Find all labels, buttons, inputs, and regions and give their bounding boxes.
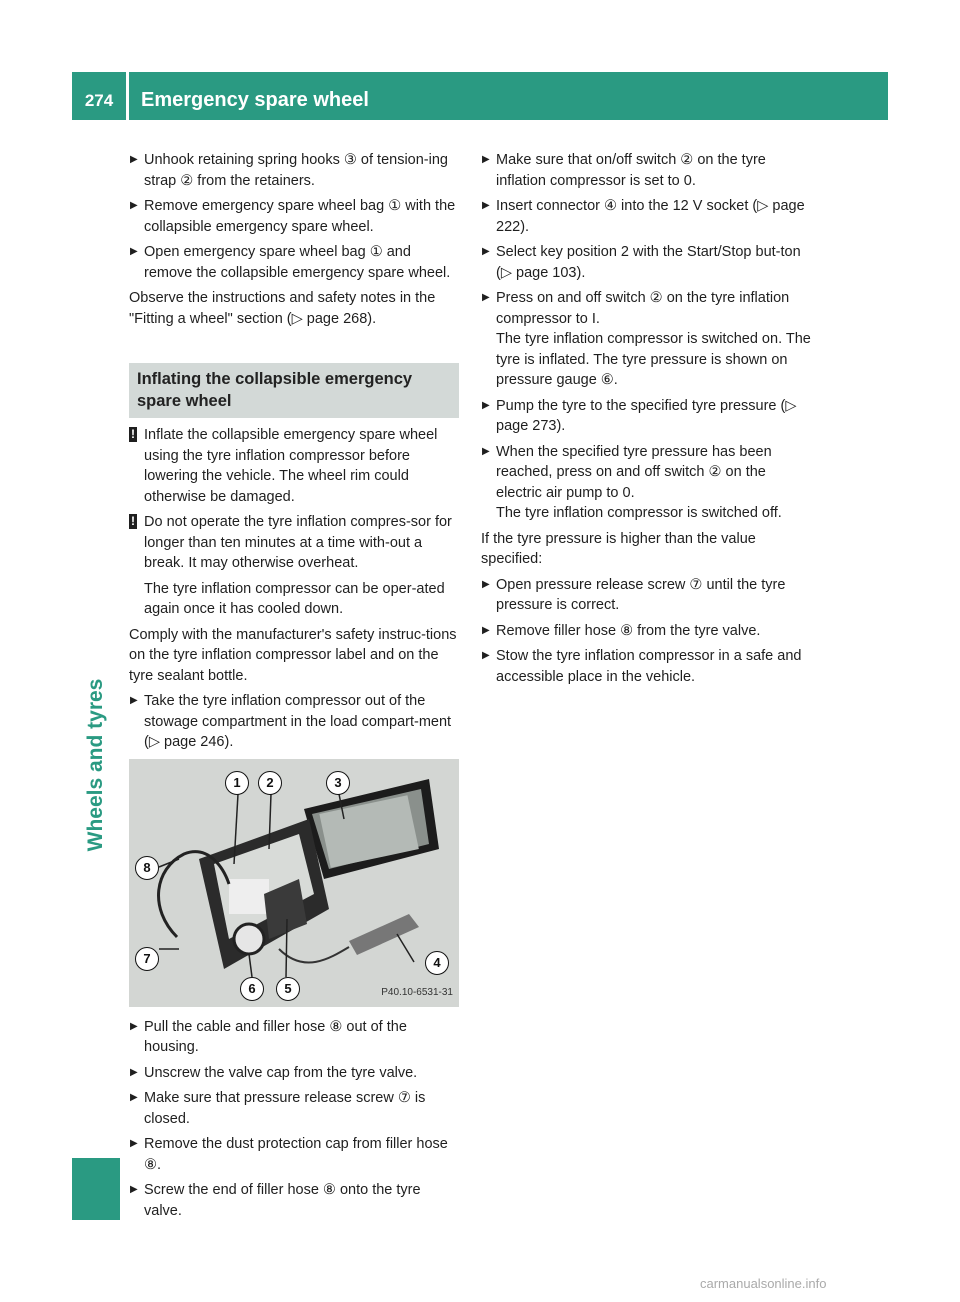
- list-item: ▶ Remove the dust protection cap from filler hose ⑧.: [130, 1136, 448, 1173]
- compressor-kit-drawing: [129, 759, 459, 1007]
- arrow-bullet-icon: ▶: [482, 578, 490, 590]
- warning-subtext: The tyre inflation compressor can be oper-ated again once it has cooled down.: [144, 580, 445, 617]
- callout-6: 6: [240, 977, 264, 1001]
- list-item: ▶ Make sure that on/off switch ② on the tyre inflation compressor is set to 0.: [482, 152, 766, 189]
- arrow-bullet-icon: ▶: [482, 246, 490, 257]
- arrow-bullet-icon: ▶: [130, 1138, 138, 1149]
- arrow-bullet-icon: ▶: [482, 200, 490, 211]
- figure-code: P40.10-6531-31: [381, 987, 453, 998]
- arrow-bullet-icon: ▶: [482, 624, 490, 636]
- arrow-bullet-icon: ▶: [130, 1184, 138, 1195]
- list-item: ▶ Unscrew the valve cap from the tyre valve.: [129, 1063, 459, 1084]
- list-item: ▶ Remove filler hose ⑧ from the tyre valve.: [481, 621, 813, 642]
- list-item: ▶ Insert connector ④ into the 12 V socket (▷ page 222).: [482, 198, 805, 235]
- arrow-bullet-icon: ▶: [482, 154, 490, 165]
- arrow-bullet-icon: ▶: [130, 1066, 138, 1078]
- step-result: The tyre inflation compressor is switched off.: [496, 505, 782, 521]
- arrow-bullet-icon: ▶: [482, 445, 490, 457]
- list-item: ▶ Press on and off switch ② on the tyre inflation compressor to I. The tyre inflation compressor is switched on. The tyre is inflated. The tyre pressure is shown on pressure gauge ⑥.: [481, 288, 813, 391]
- step-result: The tyre inflation compressor is switched on. The tyre is inflated. The tyre pressure is shown on pressure gauge ⑥.: [496, 331, 811, 388]
- comply-note: Comply with the manufacturer's safety instruc-tions on the tyre inflation compressor label and on the tyre sealant bottle.: [129, 626, 457, 684]
- list-item: ▶ Open emergency spare wheel bag ① and remove the collapsible emergency spare wheel.: [130, 244, 451, 281]
- callout-1: 1: [225, 771, 249, 795]
- observe-note: Observe the instructions and safety notes in the "Fitting a wheel" section (▷ page 268).: [129, 290, 436, 327]
- list-item: ▶ Select key position 2 with the Start/Stop but-ton (▷ page 103).: [482, 244, 801, 281]
- callout-7: 7: [135, 947, 159, 971]
- compressor-illustration: [129, 759, 459, 1007]
- section-heading: Inflating the collapsible emergency spare wheel: [129, 363, 459, 418]
- arrow-bullet-icon: ▶: [130, 154, 138, 165]
- arrow-bullet-icon: ▶: [130, 246, 138, 257]
- list-item: ▶ Take the tyre inflation compressor out of the stowage compartment in the load compart-ment (▷ page 246).: [130, 693, 452, 750]
- arrow-bullet-icon: ▶: [482, 399, 490, 411]
- list-item: ▶ Pull the cable and filler hose ⑧ out of the housing.: [130, 1018, 407, 1055]
- callout-3: 3: [326, 771, 350, 795]
- list-item: ▶ When the specified tyre pressure has been reached, press on and off switch ② on the electric air pump to 0. The tyre inflation compressor is switched off.: [481, 442, 813, 524]
- section-tab-marker: [72, 1158, 120, 1220]
- arrow-bullet-icon: ▶: [130, 1092, 138, 1103]
- watermark: carmanualsonline.info: [700, 1276, 827, 1291]
- page-number: 274: [84, 91, 114, 110]
- list-item: ▶ Pump the tyre to the specified tyre pressure (▷ page 273).: [482, 397, 797, 434]
- callout-5: 5: [276, 977, 300, 1001]
- page-title: Emergency spare wheel: [141, 89, 369, 111]
- condition-text: If the tyre pressure is higher than the value specified:: [481, 530, 756, 567]
- header-divider: [126, 72, 129, 120]
- section-tab-label: Wheels and tyres: [84, 678, 107, 852]
- warning-note: ! Do not operate the tyre inflation compres-sor for longer than ten minutes at a time with-out a break. It may otherwise overheat. The tyre inflation compressor can be oper-ated again once it has cooled down.: [129, 512, 459, 620]
- list-item: ▶ Stow the tyre inflation compressor in a safe and accessible place in the vehicle.: [482, 648, 802, 685]
- list-item: ▶ Unhook retaining spring hooks ③ of tension-ing strap ② from the retainers.: [130, 152, 448, 189]
- callout-4: 4: [425, 951, 449, 975]
- right-column: [481, 150, 813, 692]
- list-item: ▶ Open pressure release screw ⑦ until the tyre pressure is correct.: [482, 576, 786, 613]
- list-item: ▶ Remove emergency spare wheel bag ① with the collapsible emergency spare wheel.: [130, 198, 456, 235]
- warning-note: ! Inflate the collapsible emergency spare wheel using the tyre inflation compressor before lowering the vehicle. The wheel rim could otherwise be damaged.: [131, 427, 438, 505]
- list-item: ▶ Screw the end of filler hose ⑧ onto the tyre valve.: [130, 1182, 421, 1219]
- arrow-bullet-icon: ▶: [130, 695, 138, 706]
- callout-8: 8: [135, 856, 159, 880]
- left-column: [129, 150, 459, 1226]
- arrow-bullet-icon: ▶: [482, 650, 490, 661]
- list-item: ▶ Make sure that pressure release screw ⑦ is closed.: [130, 1090, 426, 1127]
- warning-icon: !: [131, 427, 135, 441]
- warning-icon: !: [131, 514, 135, 528]
- arrow-bullet-icon: ▶: [482, 292, 490, 303]
- arrow-bullet-icon: ▶: [130, 1020, 138, 1032]
- callout-2: 2: [258, 771, 282, 795]
- arrow-bullet-icon: ▶: [130, 200, 138, 211]
